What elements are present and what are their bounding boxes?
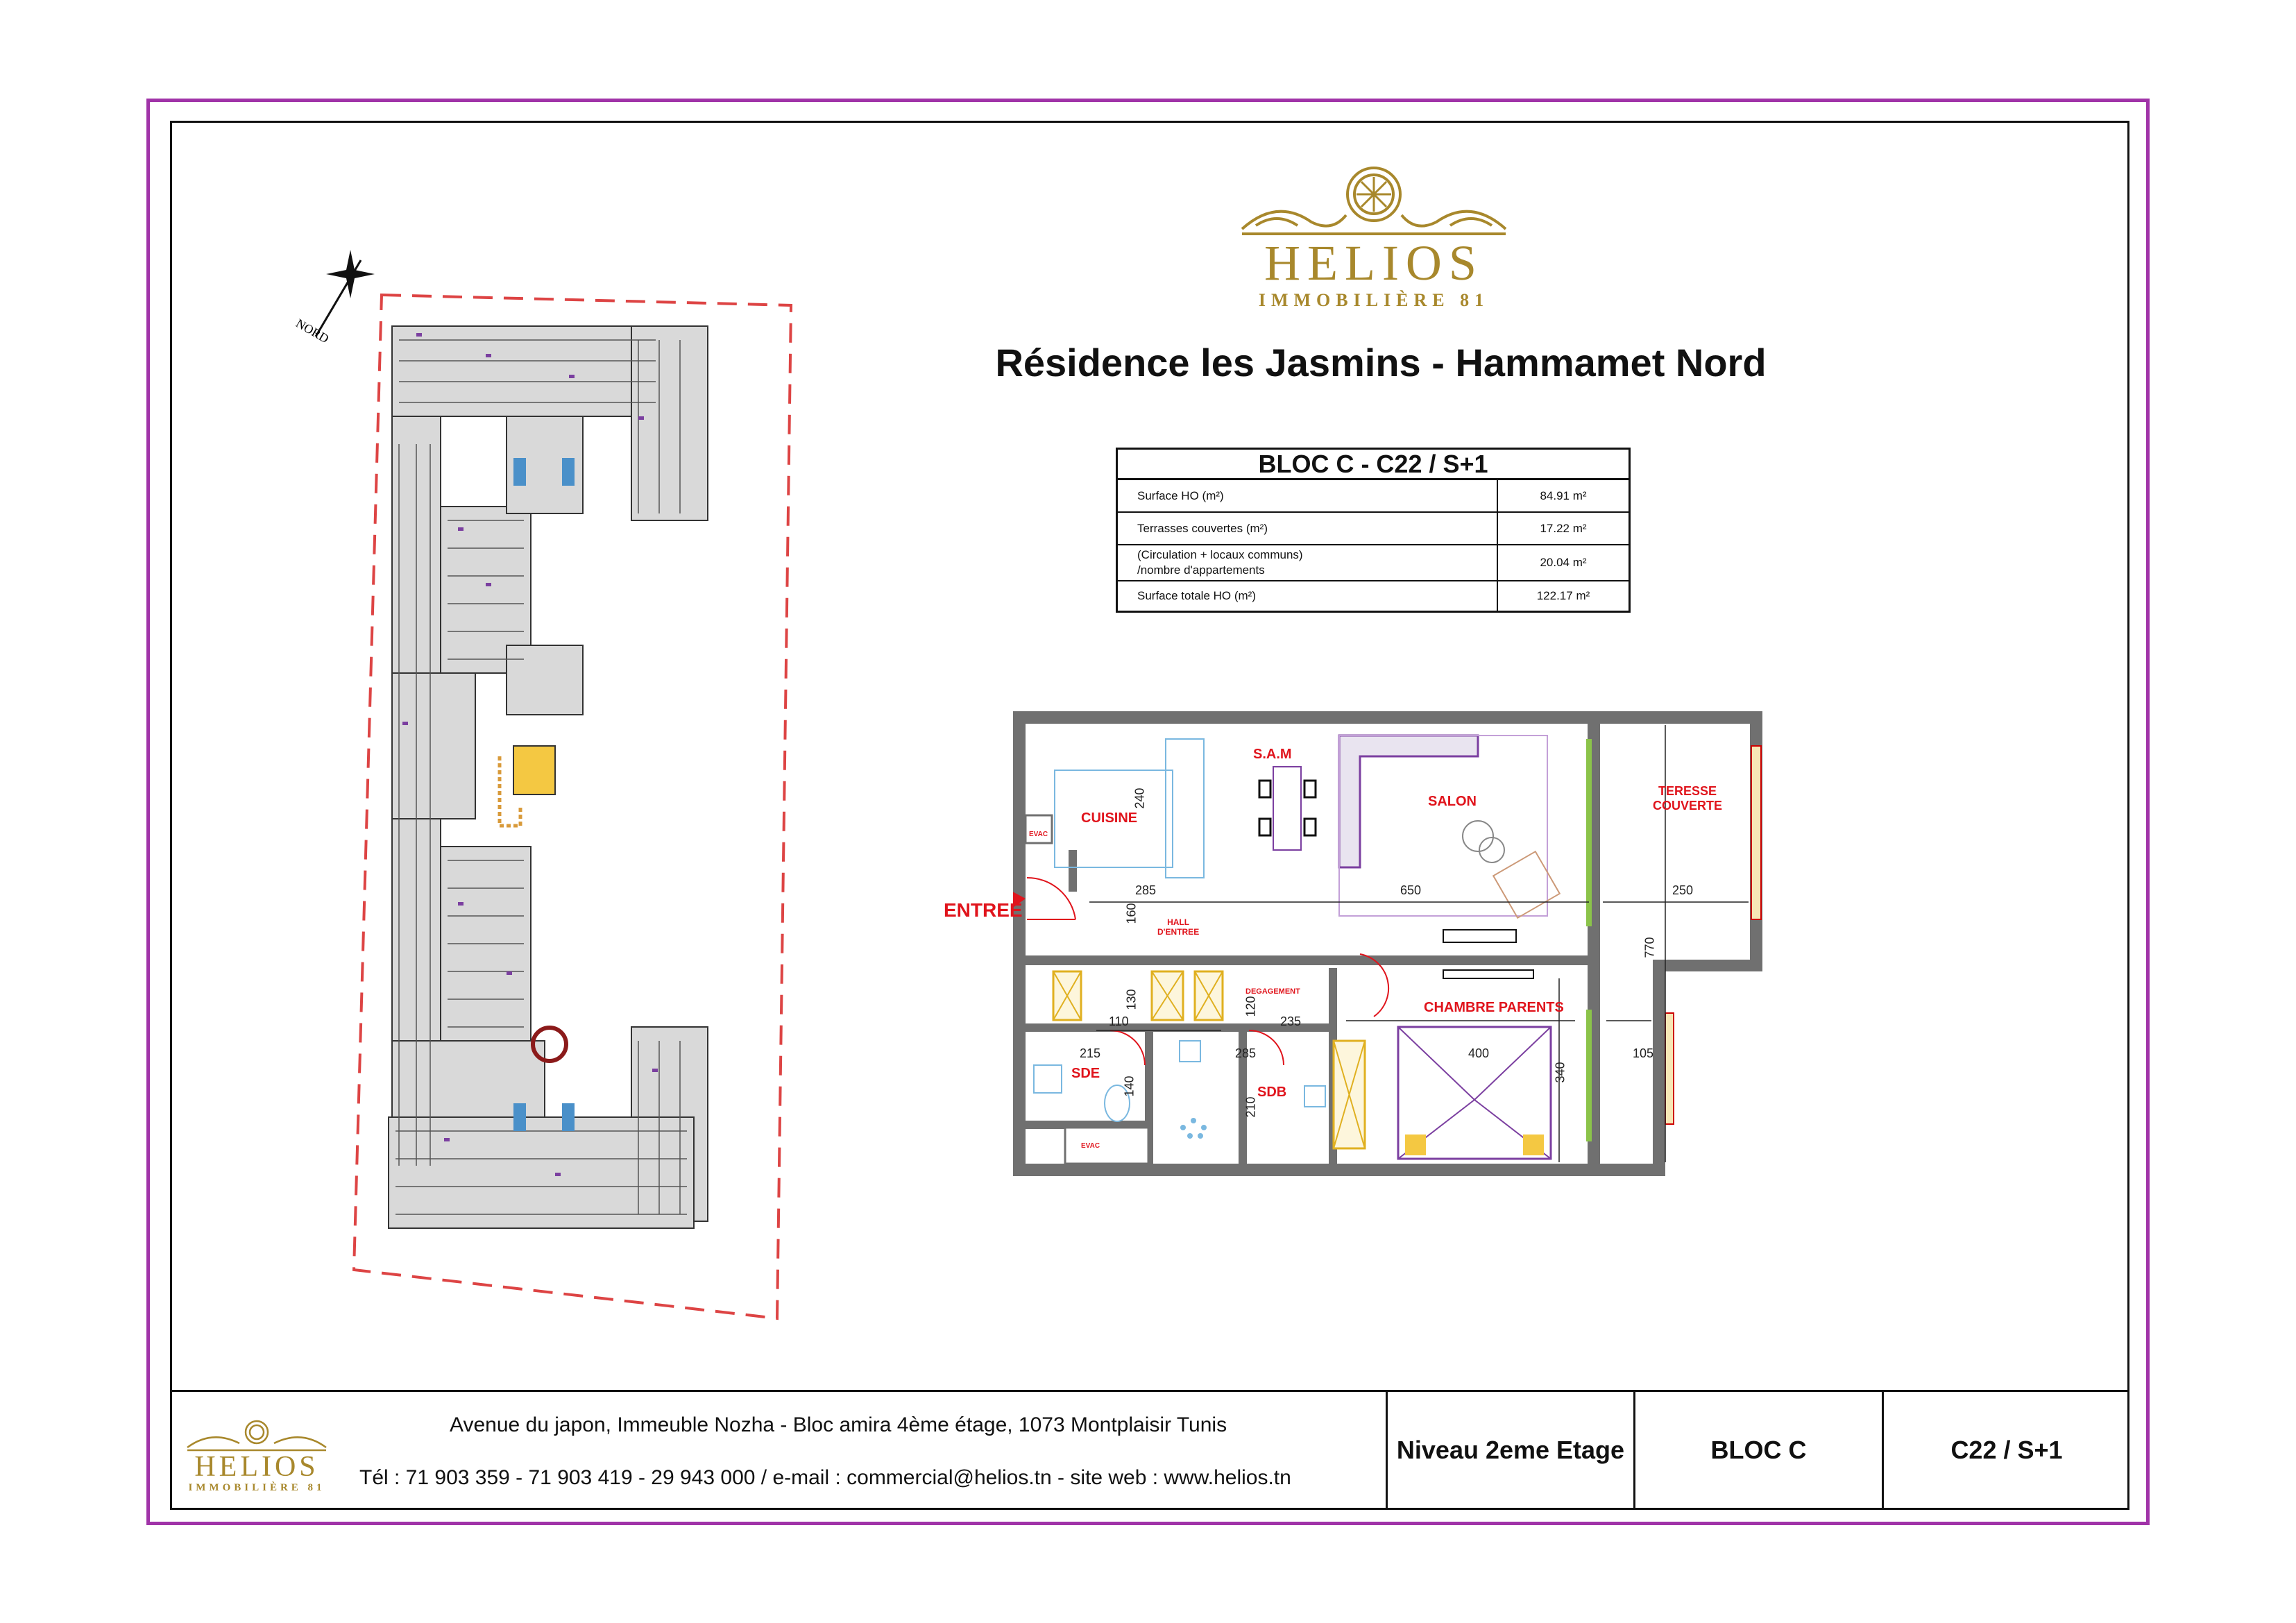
room-hall-label: HALL D'ENTREE (1157, 917, 1200, 937)
north-compass-icon (316, 250, 375, 337)
summary-table-header: BLOC C - C22 / S+1 (1118, 450, 1629, 480)
site-plan (278, 236, 819, 1332)
footer-niveau: Niveau 2eme Etage (1386, 1390, 1633, 1510)
table-row (1118, 513, 1629, 545)
footer-unit: C22 / S+1 (1882, 1390, 2129, 1510)
room-salon-label: SALON (1428, 794, 1477, 809)
dimension-label: 240 (1132, 788, 1147, 809)
dimension-label: 215 (1080, 1046, 1101, 1060)
room-chambre-label: CHAMBRE PARENTS (1424, 1000, 1564, 1015)
page-title: Résidence les Jasmins - Hammamet Nord (995, 341, 1767, 384)
dimension-label: 140 (1122, 1076, 1137, 1097)
evac-label: EVAC (1081, 1142, 1100, 1150)
footer-brand-subtitle: IMMOBILIÈRE 81 (188, 1482, 325, 1493)
row-value: 122.17 m² (1497, 581, 1629, 611)
dimension-label: 285 (1135, 883, 1157, 897)
table-row (1118, 581, 1629, 611)
footer-address: Avenue du japon, Immeuble Nozha - Bloc amira 4ème étage, 1073 Montplaisir Tunis (450, 1413, 1227, 1436)
room-sdb-label: SDB (1257, 1085, 1287, 1100)
brand-name: HELIOS (1264, 235, 1483, 291)
summary-table (1116, 448, 1631, 613)
helios-logo-emblem (1235, 156, 1513, 239)
dimension-label: 120 (1243, 996, 1258, 1017)
dimension-label: 110 (1109, 1014, 1129, 1028)
floor-plan (1013, 711, 1776, 1183)
dimension-label: 340 (1553, 1062, 1567, 1083)
table-row (1118, 480, 1629, 513)
entree-label: ENTREE (944, 899, 1023, 921)
room-sam-label: S.A.M (1253, 747, 1292, 762)
dimension-label: 235 (1280, 1014, 1302, 1028)
footer-contact: Tél : 71 903 359 - 71 903 419 - 29 943 000 / e-mail : commercial@helios.tn - site web : www.helios.tn (359, 1466, 1291, 1489)
dimension-label: 285 (1235, 1046, 1257, 1060)
dimension-label: 770 (1642, 937, 1657, 958)
footer-brand-name: HELIOS (194, 1451, 319, 1483)
row-label: (Circulation + locaux communs) /nombre d'appartements (1137, 548, 1303, 577)
row-value: 84.91 m² (1497, 480, 1629, 511)
room-terrasse-label: TERESSE COUVERTE (1653, 784, 1723, 813)
north-label: NORD (294, 316, 332, 346)
footer-logo-emblem (184, 1416, 330, 1452)
footer-bloc: BLOC C (1633, 1390, 1882, 1510)
row-label: Surface HO (m²) (1137, 488, 1224, 502)
dimension-label: 400 (1468, 1046, 1490, 1060)
room-cuisine-label: CUISINE (1081, 810, 1138, 826)
room-degagement-label: DEGAGEMENT (1245, 987, 1300, 996)
dimension-label: 210 (1243, 1096, 1258, 1118)
row-label: Surface totale HO (m²) (1137, 589, 1256, 602)
row-label: Terrasses couvertes (m²) (1137, 521, 1268, 535)
room-sde-label: SDE (1071, 1066, 1100, 1081)
brand-subtitle: IMMOBILIÈRE 81 (1258, 290, 1490, 310)
dimension-label: 130 (1124, 989, 1139, 1010)
dimension-label: 250 (1672, 883, 1694, 897)
dimension-label: 160 (1124, 903, 1139, 924)
row-value: 17.22 m² (1497, 513, 1629, 544)
dimension-label: 105 (1633, 1046, 1654, 1060)
table-row (1118, 545, 1629, 581)
evac-label: EVAC (1029, 831, 1048, 838)
dimension-label: 650 (1400, 883, 1422, 897)
row-value: 20.04 m² (1497, 545, 1629, 580)
